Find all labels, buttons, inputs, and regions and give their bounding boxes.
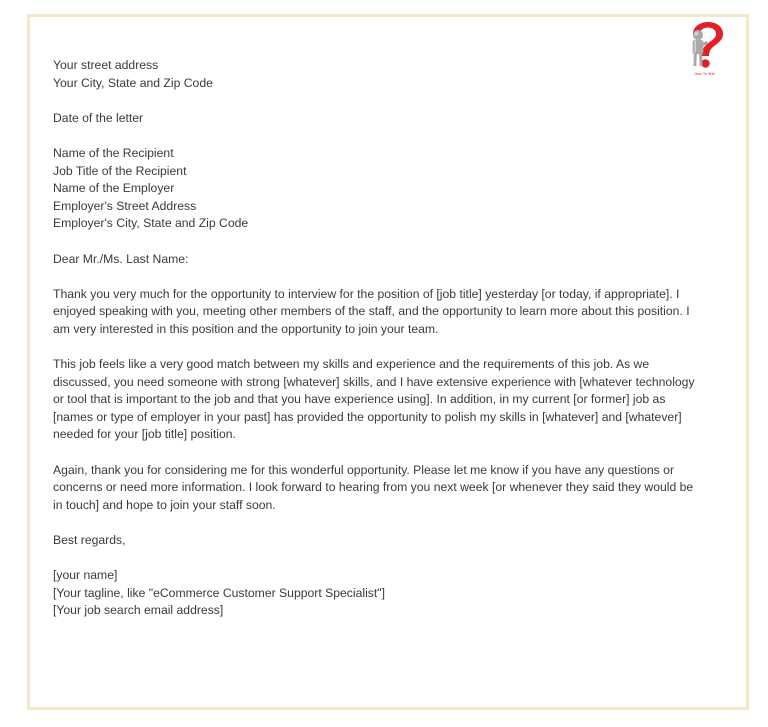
body-paragraph-3: Again, thank you for considering me for this wonderful opportunity. Please let me know if you have any questions or concerns or need more information. I look forward to hearing from you next week [or whenever they said they would be in touch] and hope to join your staff soon. (53, 462, 694, 512)
body-paragraph-2: This job feels like a very good match between my skills and experience and the requirements of this job. As we discussed, you need someone with strong [whatever] skills, and I have extensive experience with [whatever technology or tool that is important to the job and that you have experience using]. In addition, in my current [or former] job as [names or type of employer in your past] has provided the opportunity to polish my skills in [whatever] and [whatever] needed for your [job title] position. (53, 357, 695, 442)
recipient-line: Name of the Recipient (53, 145, 174, 160)
salutation: Dear Mr./Ms. Last Name: (53, 251, 189, 266)
sender-address-line: Your City, State and Zip Code (53, 75, 213, 90)
date-line: Date of the letter (53, 110, 144, 125)
date-block (53, 110, 701, 128)
recipient-line: Job Title of the Recipient (53, 163, 187, 178)
brand-logo (678, 21, 732, 81)
signature-block (53, 567, 701, 620)
signature-line: [Your job search email address] (53, 603, 224, 618)
question-mark-logo-icon (678, 21, 732, 71)
recipient-address-block (53, 145, 701, 233)
recipient-line: Employer's City, State and Zip Code (53, 216, 249, 231)
letter-body (53, 57, 701, 620)
signature-line: [your name] (53, 568, 118, 583)
recipient-line: Employer's Street Address (53, 198, 197, 213)
signature-line: [Your tagline, like "eCommerce Customer Support Specialist"] (53, 585, 385, 600)
body-paragraph-1: Thank you very much for the opportunity to interview for the position of [job title] yesterday [or today, if appropriate]. I enjoyed speaking with you, meeting other members of the staff, and the opportunity to learn more about this position. I am very interested in this position and the opportunity to join your team. (53, 286, 690, 336)
sender-address-line: Your street address (53, 58, 159, 72)
brand-caption: How To Wiki (694, 72, 716, 76)
sender-address-block (53, 57, 701, 92)
letter-frame (27, 14, 749, 710)
letter-inner (30, 17, 746, 707)
recipient-line: Name of the Employer (53, 181, 175, 196)
closing-line: Best regards, (53, 533, 126, 548)
